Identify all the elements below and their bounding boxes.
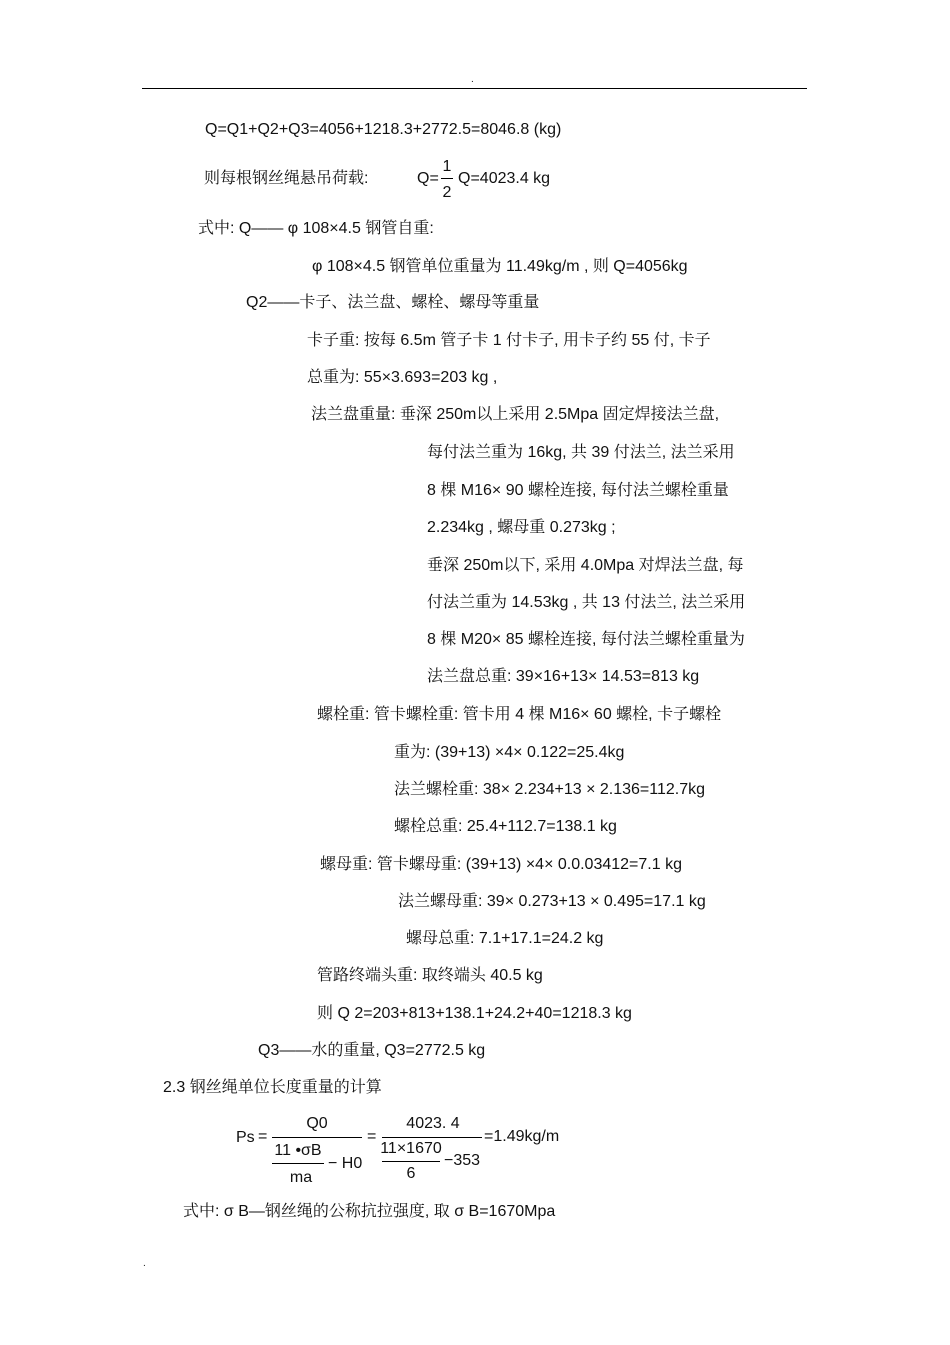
clamp-bolt-total-line: 重为: (39+13) ×4× 0.122=25.4kg — [394, 744, 625, 761]
total-load-line: Q=Q1+Q2+Q3=4056+1218.3+2772.5=8046.8 (kg) — [205, 121, 562, 138]
footer-dot: . — [143, 1258, 146, 1269]
ps-symbol: Ps — [236, 1129, 255, 1146]
nut-total-line: 螺母总重: 7.1+17.1=24.2 kg — [406, 930, 604, 947]
per-rope-load-label: 则每根钢丝绳悬吊荷载: — [204, 170, 369, 187]
q3-water-line: Q3——水的重量, Q3=2772.5 kg — [258, 1042, 486, 1059]
header-rule — [142, 88, 807, 89]
flange-detail-line-6: 8 棵 M20× 85 螺栓连接, 每付法兰螺栓重量为 — [427, 631, 745, 648]
per-rope-load-value: Q=4023.4 kg — [458, 170, 551, 187]
clamp-total-line: 总重为: 55×3.693=203 kg , — [307, 369, 498, 386]
numeric-inner-bar — [382, 1161, 440, 1162]
half-fraction-numerator: 1 — [442, 158, 452, 175]
inner-numerator: 11 •σB — [274, 1142, 322, 1159]
half-fraction-bar — [441, 178, 453, 179]
q0-numerator: Q0 — [306, 1115, 328, 1132]
q2-definition-line: Q2——卡子、法兰盘、螺栓、螺母等重量 — [246, 294, 540, 311]
numeric-numerator: 4023. 4 — [406, 1115, 460, 1132]
inner-denominator: ma — [289, 1169, 313, 1186]
flange-detail-line-2: 8 棵 M16× 90 螺栓连接, 每付法兰螺栓重量 — [427, 482, 729, 499]
q2-total-line: 则 Q 2=203+813+138.1+24.2+40=1218.3 kg — [317, 1005, 632, 1022]
formula-equals-1: = — [258, 1128, 268, 1145]
flange-weight-line: 法兰盘重量: 垂深 250m以上采用 2.5Mpa 固定焊接法兰盘, — [311, 406, 720, 423]
header-dot: . — [471, 74, 474, 85]
clamp-weight-line: 卡子重: 按每 6.5m 管子卡 1 付卡子, 用卡子约 55 付, 卡子 — [307, 332, 711, 349]
flange-detail-line-1: 每付法兰重为 16kg, 共 39 付法兰, 法兰采用 — [427, 444, 735, 461]
numeric-inner-denominator: 6 — [406, 1165, 416, 1182]
nut-weight-line: 螺母重: 管卡螺母重: (39+13) ×4× 0.0.03412=7.1 kg — [320, 856, 682, 873]
sigma-definition-line: 式中: σ B—钢丝绳的公称抗拉强度, 取 σ B=1670Mpa — [183, 1203, 556, 1220]
inner-fraction-bar — [272, 1163, 324, 1164]
formula-equals-2: = — [367, 1128, 377, 1145]
minus-h0: − H0 — [328, 1155, 363, 1172]
flange-detail-line-5: 付法兰重为 14.53kg , 共 13 付法兰, 法兰采用 — [427, 594, 746, 611]
pipe-unit-weight-line: φ 108×4.5 钢管单位重量为 11.49kg/m , 则 Q=4056kg — [312, 258, 688, 275]
flange-nut-line: 法兰螺母重: 39× 0.273+13 × 0.495=17.1 kg — [398, 893, 706, 910]
where-q1-line: 式中: Q—— φ 108×4.5 钢管自重: — [198, 220, 434, 237]
section-heading-2-3: 2.3 钢丝绳单位长度重量的计算 — [163, 1079, 382, 1096]
per-rope-q: Q= — [417, 170, 439, 187]
half-fraction-denominator: 2 — [442, 184, 452, 201]
main-fraction-bar-2 — [382, 1137, 482, 1138]
formula-result: =1.49kg/m — [484, 1128, 560, 1145]
flange-detail-line-3: 2.234kg , 螺母重 0.273kg ; — [427, 519, 616, 536]
flange-detail-line-4: 垂深 250m以下, 采用 4.0Mpa 对焊法兰盘, 每 — [427, 557, 744, 574]
bolt-weight-line: 螺栓重: 管卡螺栓重: 管卡用 4 棵 M16× 60 螺栓, 卡子螺栓 — [317, 706, 722, 723]
flange-total-line: 法兰盘总重: 39×16+13× 14.53=813 kg — [427, 668, 700, 685]
flange-bolt-line: 法兰螺栓重: 38× 2.234+13 × 2.136=112.7kg — [394, 781, 706, 798]
pipe-end-weight-line: 管路终端头重: 取终端头 40.5 kg — [317, 967, 543, 984]
main-fraction-bar-1 — [272, 1137, 362, 1138]
numeric-inner-numerator: 11×1670 — [380, 1140, 442, 1157]
bolt-total-line: 螺栓总重: 25.4+112.7=138.1 kg — [394, 818, 617, 835]
numeric-minus-353: −353 — [444, 1152, 481, 1169]
